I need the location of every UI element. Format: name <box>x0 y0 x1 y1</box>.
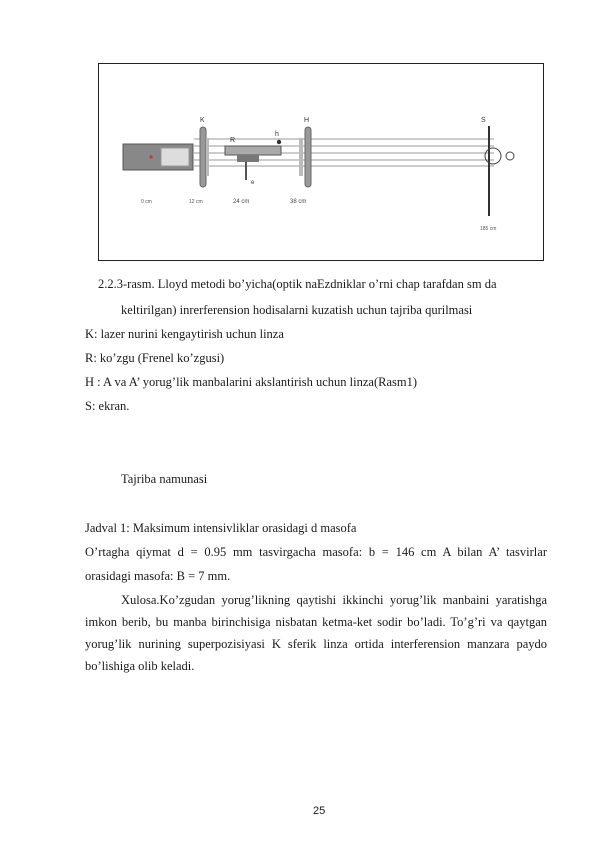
figure-caption-line-2: keltirilgan) inrerferension hodisalarni kuzatish uchun tajriba qurilmasi <box>121 303 473 317</box>
page-number: 25 <box>313 805 326 817</box>
section-title: Tajriba namunasi <box>121 472 208 486</box>
label-h-small: h <box>275 131 279 138</box>
legend-s: S: ekran. <box>85 399 130 413</box>
label-e: e <box>251 180 255 186</box>
label-s: S <box>481 117 486 124</box>
screen-s <box>485 126 514 216</box>
apparatus-figure <box>98 63 544 261</box>
table-title: Jadval 1: Maksimum intensivliklar orasidagi d masofa <box>85 521 357 535</box>
scale-24cm: 24 cm <box>233 199 250 205</box>
label-h: H <box>304 117 310 124</box>
scale-38cm: 38 cm <box>290 199 307 205</box>
conclusion-paragraph: Xulosa.Ko’zgudan yorug’likning qaytishi ikkinchi yorug’lik manbaini yaratishga imkon berib, bu manba birinchisiga nisbatan ketma-ket sodir bo’ladi. To’g’ri va qaytgan yorug’lik nurining superpozisiyasi K sferik linza ortida interferension manzara paydo bo’lishiga olib keladi. <box>85 593 547 673</box>
lens-h <box>299 127 311 187</box>
label-r: R <box>230 137 236 144</box>
figure-caption-line-1: 2.2.3-rasm. Lloyd metodi bo’yicha(optik naEzdniklar o’rni chap tarafdan sm da <box>98 277 497 291</box>
laser-source <box>123 144 193 170</box>
measurements-line-2: orasidagi masofa: B = 7 mm. <box>85 569 231 583</box>
lloyd-apparatus-diagram <box>99 64 545 262</box>
label-k: K <box>200 117 205 124</box>
legend-r: R: ko’zgu (Frenel ko’zgusi) <box>85 351 225 365</box>
legend-k: K: lazer nurini kengaytirish uchun linza <box>85 327 284 341</box>
scale-12cm: 12 cm <box>189 199 203 205</box>
legend-h: H : A va A’ yorug’lik manbalarini akslantirish uchun linza(Rasm1) <box>85 375 417 389</box>
measurements-line-1: O’rtagha qiymat d = 0.95 mm tasvirgacha masofa: b = 146 cm A bilan A’ tasvirlar <box>85 545 547 559</box>
lens-k <box>200 127 209 187</box>
scale-185cm: 185 cm <box>480 226 497 232</box>
scale-0cm: 0 cm <box>141 199 152 205</box>
